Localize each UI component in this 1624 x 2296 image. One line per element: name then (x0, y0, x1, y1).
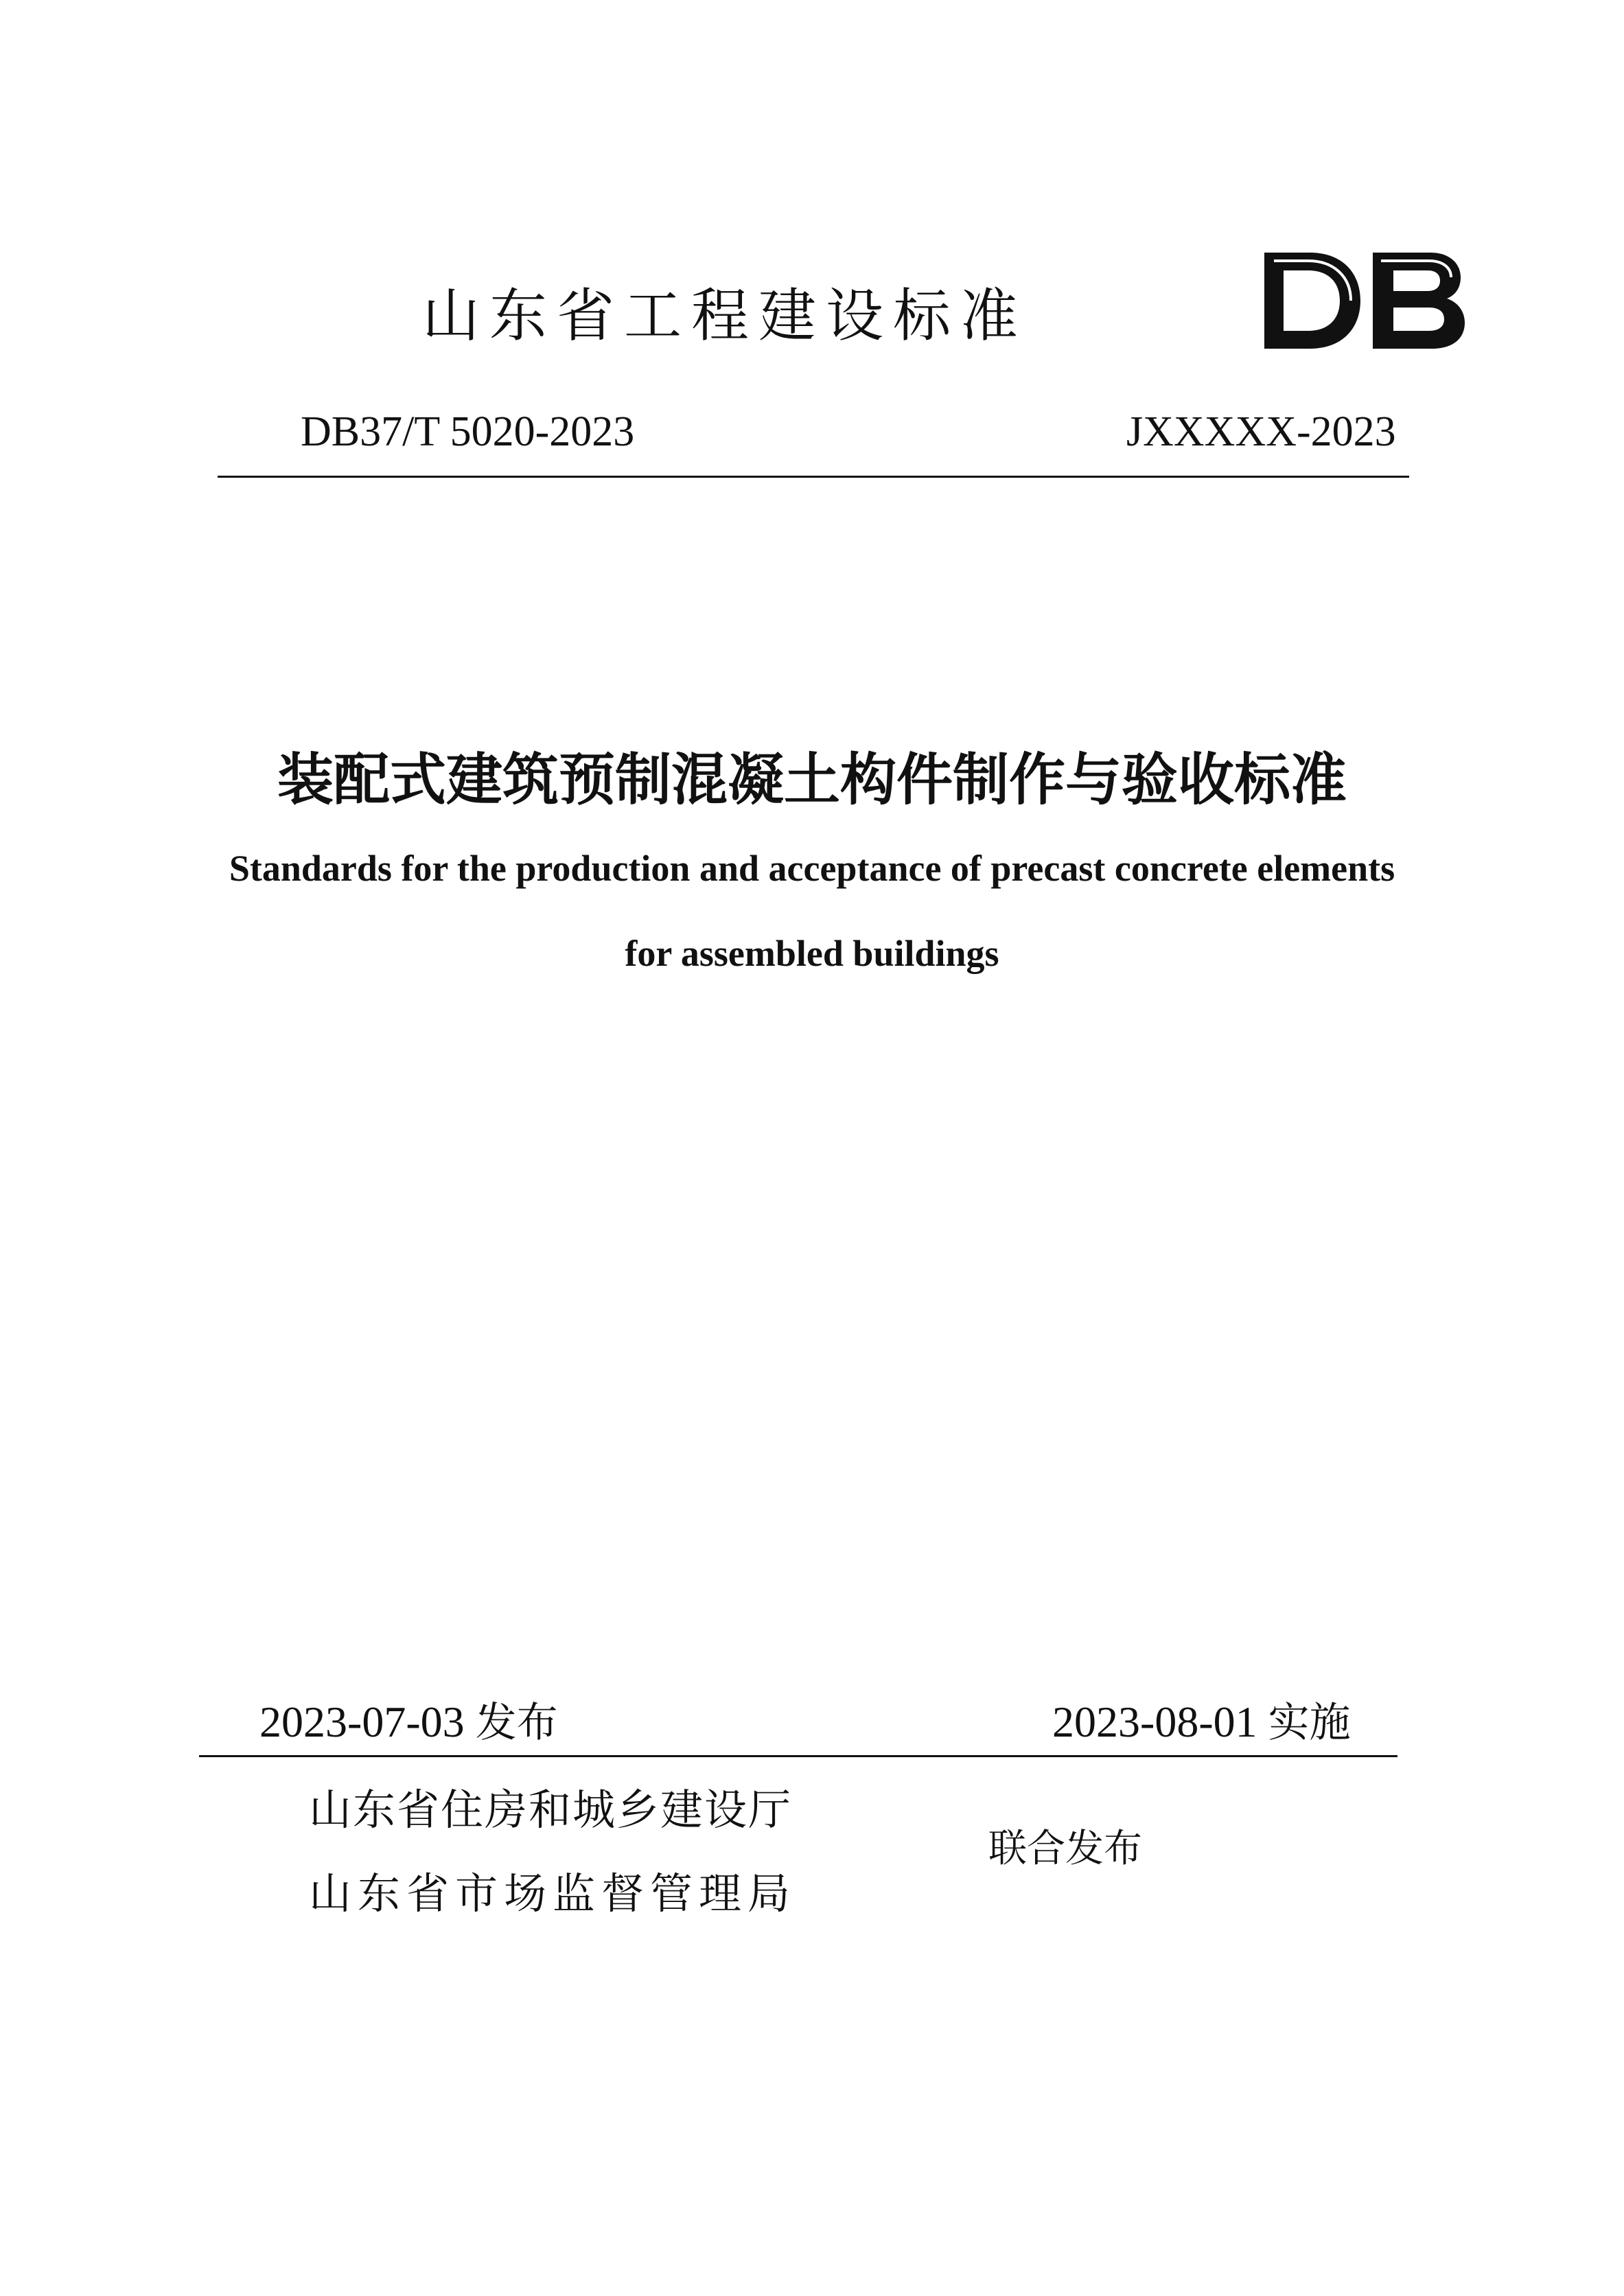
effective-date: 2023-08-01 (1052, 1697, 1257, 1746)
issue-date: 2023-07-03 (259, 1697, 465, 1746)
issue-date-line (259, 1697, 558, 1747)
issuer-market-regulation-bureau: 山东省市场监督管理局 (309, 1868, 797, 1918)
standard-series-title: 山东省工程建设标准 (422, 282, 1028, 349)
header-divider (218, 476, 1409, 478)
issuer-housing-department: 山东省住房和城乡建设厅 (309, 1785, 793, 1835)
footer-divider (199, 1755, 1397, 1757)
record-number: JXXXXX-2023 (1126, 408, 1396, 455)
document-title-chinese: 装配式建筑预制混凝土构件制作与验收标准 (277, 747, 1347, 813)
effective-suffix: 实施 (1268, 1699, 1351, 1747)
db-logo (1260, 246, 1466, 356)
issue-suffix: 发布 (475, 1699, 558, 1747)
standard-number: DB37/T 5020-2023 (301, 408, 635, 455)
document-title-english-line-1: Standards for the production and acceptance of precast concrete elements (229, 848, 1395, 889)
effective-date-line (1052, 1697, 1351, 1747)
joint-issue-label: 联合发布 (988, 1827, 1142, 1871)
document-title-english-line-2: for assembled buildings (625, 933, 999, 974)
